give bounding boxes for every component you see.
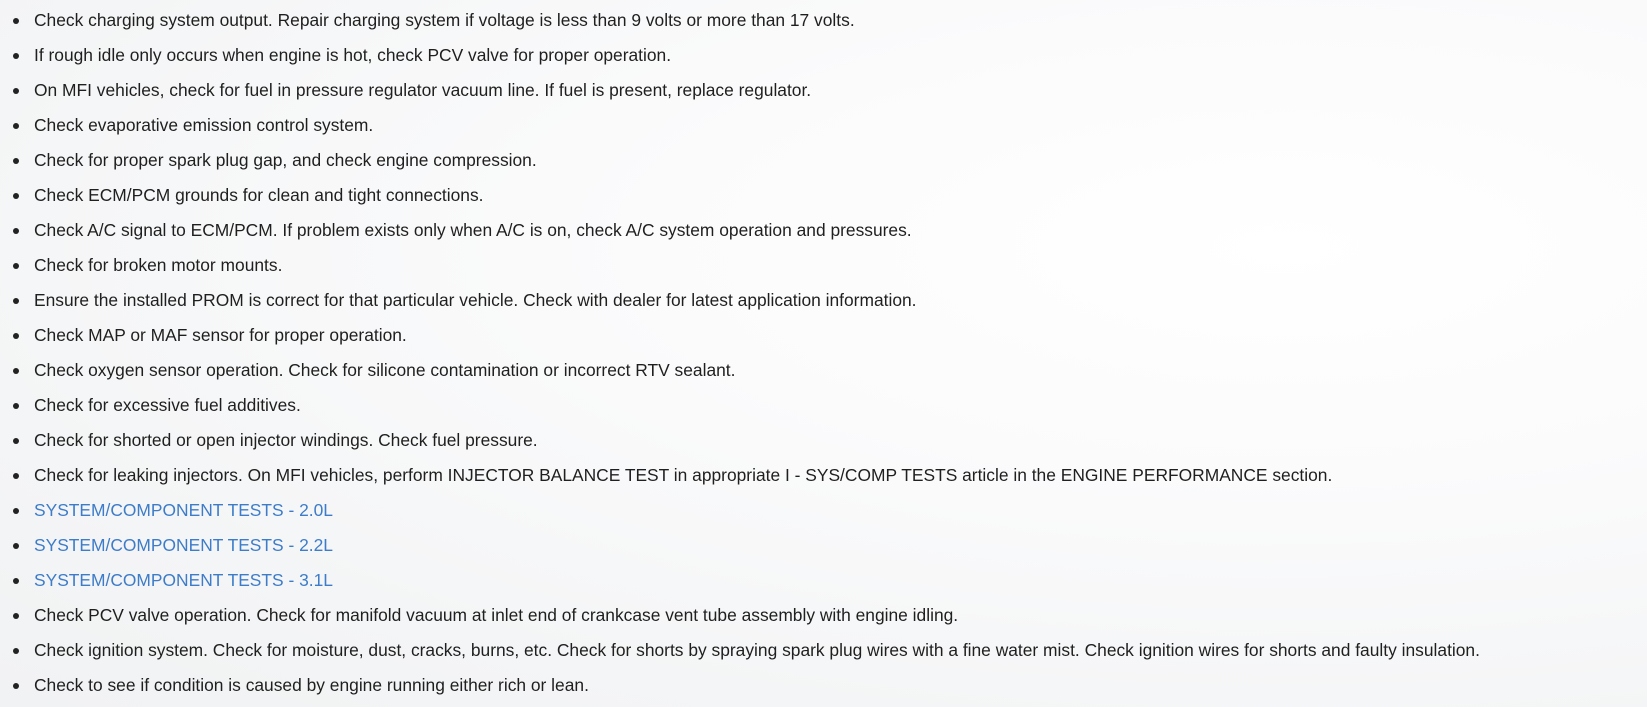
- list-item: [0, 108, 1647, 143]
- bullet-icon: [13, 333, 19, 339]
- list-item: [0, 73, 1647, 108]
- list-item-text: Check ECM/PCM grounds for clean and tight connections.: [34, 185, 484, 205]
- list-item-text: Check evaporative emission control system.: [34, 115, 374, 135]
- bullet-icon: [13, 368, 19, 374]
- list-item: [0, 423, 1647, 458]
- system-component-tests-2-0l-link[interactable]: SYSTEM/COMPONENT TESTS - 2.0L: [34, 500, 333, 520]
- list-item: [0, 353, 1647, 388]
- bullet-icon: [13, 578, 19, 584]
- list-item-text: Ensure the installed PROM is correct for that particular vehicle. Check with dealer for latest application information.: [34, 290, 917, 310]
- list-item: [0, 668, 1647, 703]
- bullet-icon: [13, 123, 19, 129]
- bullet-icon: [13, 683, 19, 689]
- list-item: [0, 38, 1647, 73]
- list-item-text: Check for proper spark plug gap, and check engine compression.: [34, 150, 537, 170]
- bullet-icon: [13, 648, 19, 654]
- bullet-icon: [13, 403, 19, 409]
- diagnostic-checklist: [0, 3, 1647, 703]
- list-item: [0, 528, 1647, 563]
- list-item-text: Check to see if condition is caused by engine running either rich or lean.: [34, 675, 589, 695]
- list-item: [0, 493, 1647, 528]
- list-item-text: Check ignition system. Check for moisture, dust, cracks, burns, etc. Check for shorts by spraying spark plug wires with a fine water mist. Check ignition wires for shorts and faulty insulation.: [34, 640, 1480, 660]
- list-item-text: If rough idle only occurs when engine is hot, check PCV valve for proper operation.: [34, 45, 672, 65]
- bullet-icon: [13, 158, 19, 164]
- list-item: [0, 248, 1647, 283]
- bullet-icon: [13, 613, 19, 619]
- bullet-icon: [13, 228, 19, 234]
- list-item-text: Check MAP or MAF sensor for proper operation.: [34, 325, 407, 345]
- bullet-icon: [13, 543, 19, 549]
- bullet-icon: [13, 298, 19, 304]
- bullet-icon: [13, 53, 19, 59]
- list-item: [0, 563, 1647, 598]
- bullet-icon: [13, 263, 19, 269]
- list-item: [0, 283, 1647, 318]
- bullet-icon: [13, 473, 19, 479]
- list-item: [0, 178, 1647, 213]
- list-item-text: Check for shorted or open injector windings. Check fuel pressure.: [34, 430, 538, 450]
- list-item-text: Check for broken motor mounts.: [34, 255, 283, 275]
- list-item-text: On MFI vehicles, check for fuel in pressure regulator vacuum line. If fuel is present, replace regulator.: [34, 80, 812, 100]
- bullet-icon: [13, 438, 19, 444]
- list-item: [0, 213, 1647, 248]
- list-item-text: Check for excessive fuel additives.: [34, 395, 301, 415]
- system-component-tests-2-2l-link[interactable]: SYSTEM/COMPONENT TESTS - 2.2L: [34, 535, 333, 555]
- list-item: [0, 598, 1647, 633]
- list-item: [0, 318, 1647, 353]
- list-item: [0, 143, 1647, 178]
- bullet-icon: [13, 88, 19, 94]
- list-item: [0, 3, 1647, 38]
- system-component-tests-3-1l-link[interactable]: SYSTEM/COMPONENT TESTS - 3.1L: [34, 570, 333, 590]
- list-item-text: Check A/C signal to ECM/PCM. If problem exists only when A/C is on, check A/C system operation and pressures.: [34, 220, 912, 240]
- list-item: [0, 388, 1647, 423]
- bullet-icon: [13, 193, 19, 199]
- bullet-icon: [13, 18, 19, 24]
- document-content: [0, 3, 1647, 703]
- list-item: [0, 458, 1647, 493]
- list-item-text: Check oxygen sensor operation. Check for silicone contamination or incorrect RTV sealant.: [34, 360, 736, 380]
- list-item-text: Check for leaking injectors. On MFI vehicles, perform INJECTOR BALANCE TEST in appropriate I - SYS/COMP TESTS article in the ENGINE PERFORMANCE section.: [34, 465, 1333, 485]
- list-item-text: Check charging system output. Repair charging system if voltage is less than 9 volts or more than 17 volts.: [34, 10, 855, 30]
- list-item: [0, 633, 1647, 668]
- bullet-icon: [13, 508, 19, 514]
- list-item-text: Check PCV valve operation. Check for manifold vacuum at inlet end of crankcase vent tube assembly with engine idling.: [34, 605, 959, 625]
